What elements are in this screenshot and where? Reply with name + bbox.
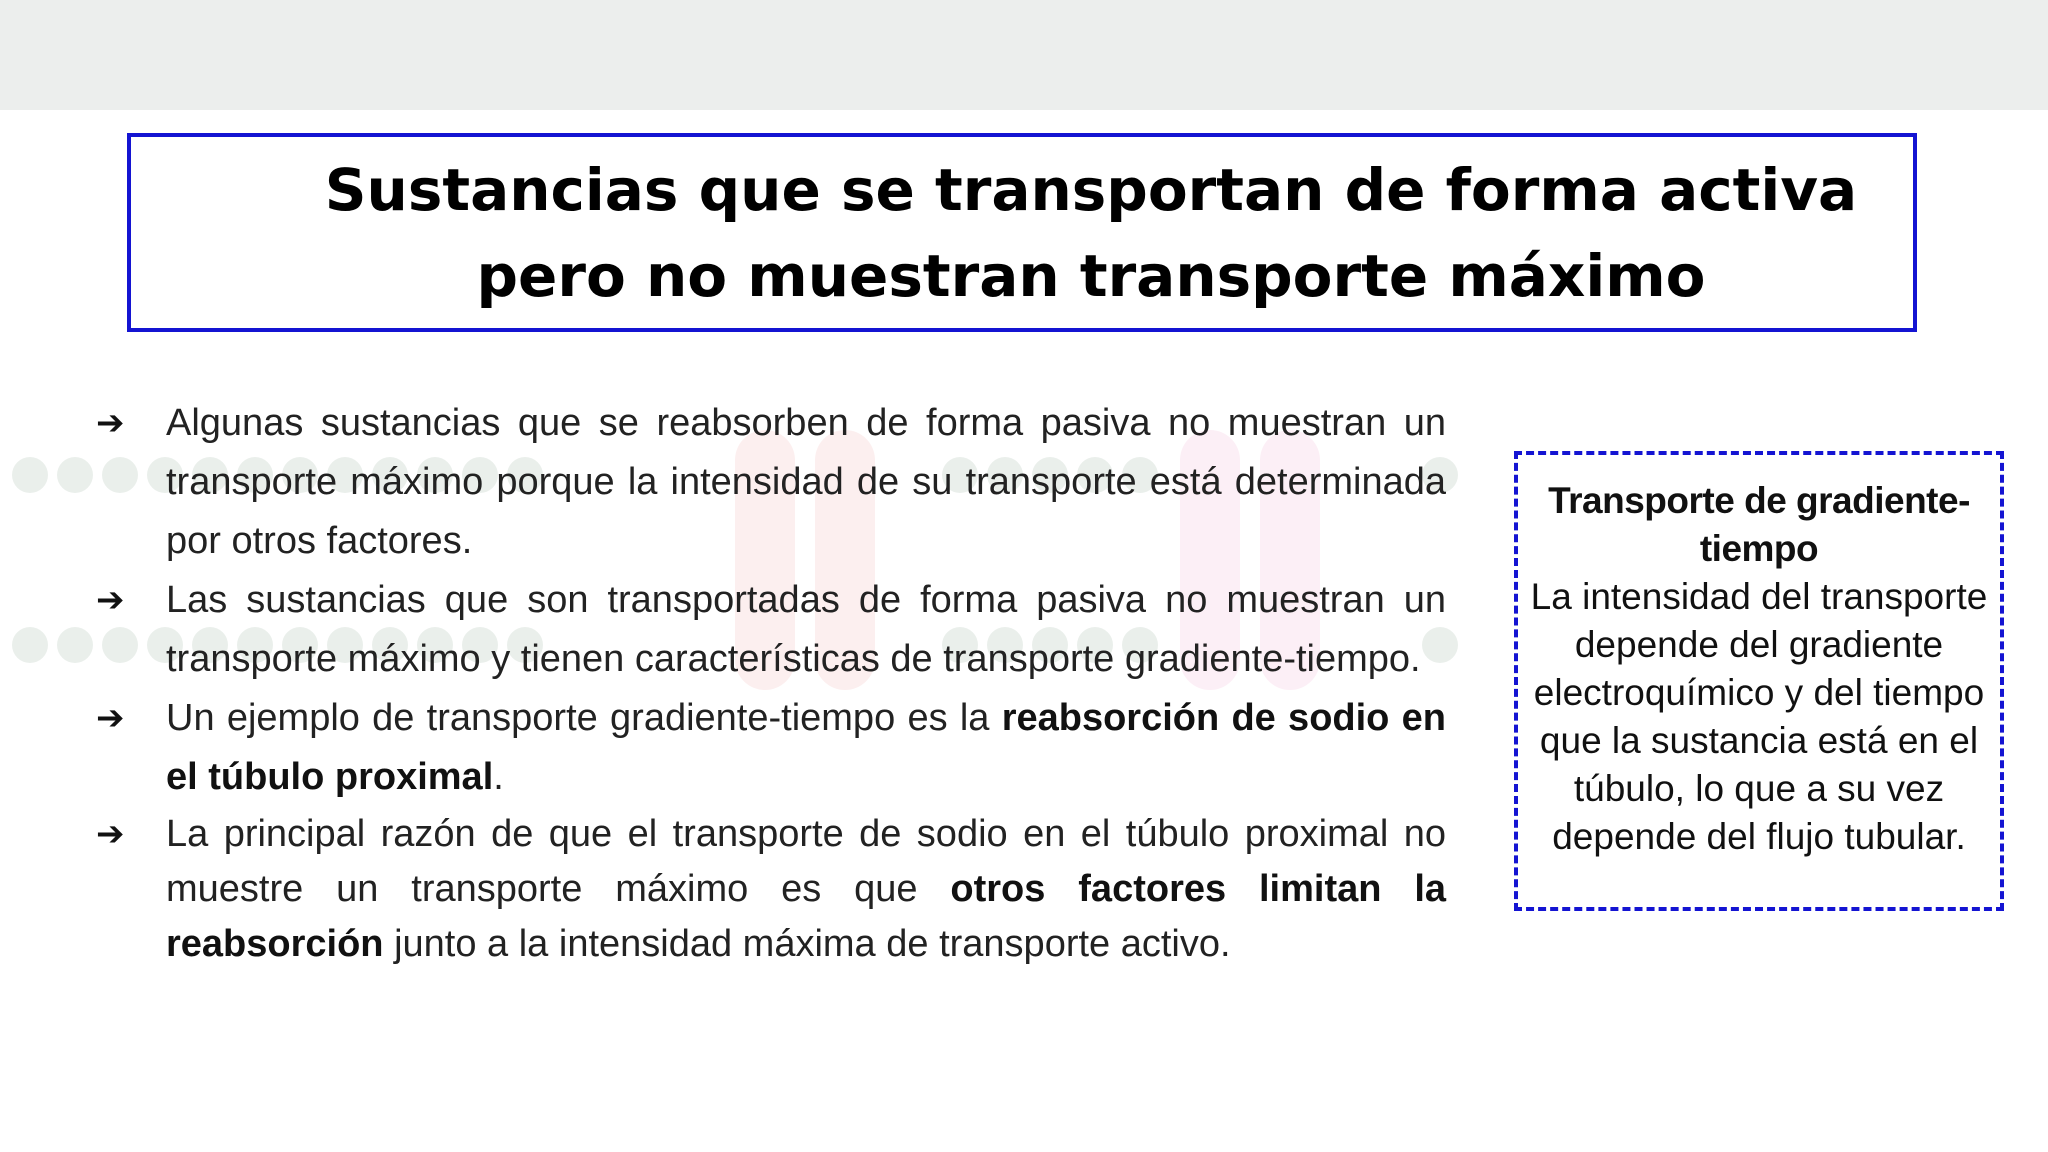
- arrow-right-icon: ➔: [96, 403, 125, 443]
- arrow-right-icon: ➔: [96, 814, 125, 854]
- definition-title: Transporte de gradiente-tiempo: [1548, 480, 1970, 569]
- definition-box: [1514, 451, 2004, 911]
- definition-body: La intensidad del transporte depende del gradiente electroquímico y del tiempo que la sustancia está en el túbulo, lo que a su vez depende del flujo tubular.: [1530, 576, 1988, 857]
- bullet-text-end: .: [493, 756, 504, 798]
- title-box: [127, 133, 1917, 332]
- arrow-right-icon: ➔: [96, 698, 125, 738]
- bullet-bold-text: otros factores limitan la reabsorción: [166, 868, 1447, 965]
- bullet-text: Las sustancias que son transportadas de forma pasiva no muestran un transporte máximo y tienen características de transporte gradiente-tiempo.: [166, 579, 1446, 680]
- bullet-item-1: [96, 394, 1446, 571]
- bullet-bold-text: reabsorción de sodio en el túbulo proximal: [166, 697, 1446, 798]
- bullet-text-end: junto a la intensidad máxima de transporte activo.: [383, 923, 1231, 965]
- bullet-text: La principal razón de que el transporte de sodio en el túbulo proximal no muestre un transporte máximo es que: [166, 813, 1446, 910]
- arrow-right-icon: ➔: [96, 580, 125, 620]
- bullet-list: [96, 394, 1446, 972]
- top-band: [0, 0, 2048, 110]
- bullet-item-4: [96, 807, 1446, 972]
- bullet-item-3: [96, 689, 1446, 807]
- page-title: Sustancias que se transportan de forma activa pero no muestran transporte máximo: [324, 155, 1858, 310]
- bullet-text: Un ejemplo de transporte gradiente-tiempo es la: [166, 697, 1002, 739]
- bullet-text: Algunas sustancias que se reabsorben de forma pasiva no muestran un transporte máximo porque la intensidad de su transporte está determinada por otros factores.: [166, 402, 1446, 562]
- bullet-item-2: [96, 571, 1446, 689]
